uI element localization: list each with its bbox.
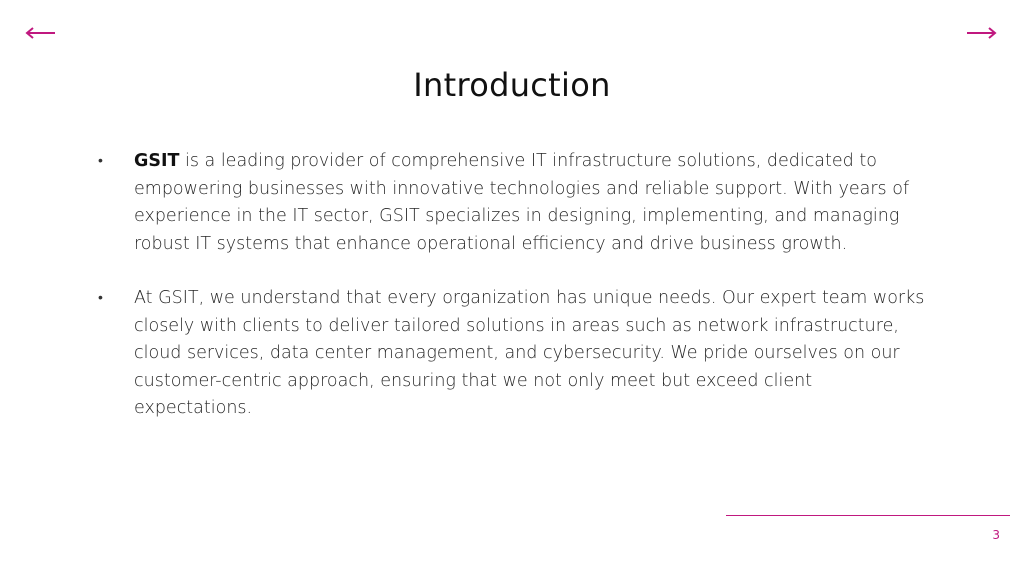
- bullet-dot: •: [98, 153, 103, 169]
- page-number: 3: [992, 528, 1000, 542]
- next-slide-button[interactable]: [966, 24, 998, 42]
- arrow-left-icon: [24, 24, 56, 42]
- footer-divider: [726, 515, 1010, 516]
- bullet-dot: •: [98, 290, 103, 306]
- bullet-list: [98, 148, 928, 423]
- bullet-text: At GSIT, we understand that every organization has unique needs. Our expert team works closely with clients to deliver tailored solutions in areas such as network infrastructure, cloud services, data center management, and cybersecurity. We pride ourselves on our customer-centric approach, ensuring that we not only meet but exceed client expectations.: [134, 288, 925, 418]
- bullet-item: [98, 148, 928, 258]
- bullet-item: [98, 285, 928, 423]
- prev-slide-button[interactable]: [24, 24, 56, 42]
- bullet-text: is a leading provider of comprehensive IT infrastructure solutions, dedicated to empowering businesses with innovative technologies and reliable support. With years of experience in the IT sector, GSIT specializes in designing, implementing, and managing robust IT systems that enhance operational efficiency and drive business growth.: [134, 151, 910, 254]
- arrow-right-icon: [966, 24, 998, 42]
- bullet-lead: GSIT: [134, 151, 180, 171]
- slide-title: Introduction: [413, 66, 611, 104]
